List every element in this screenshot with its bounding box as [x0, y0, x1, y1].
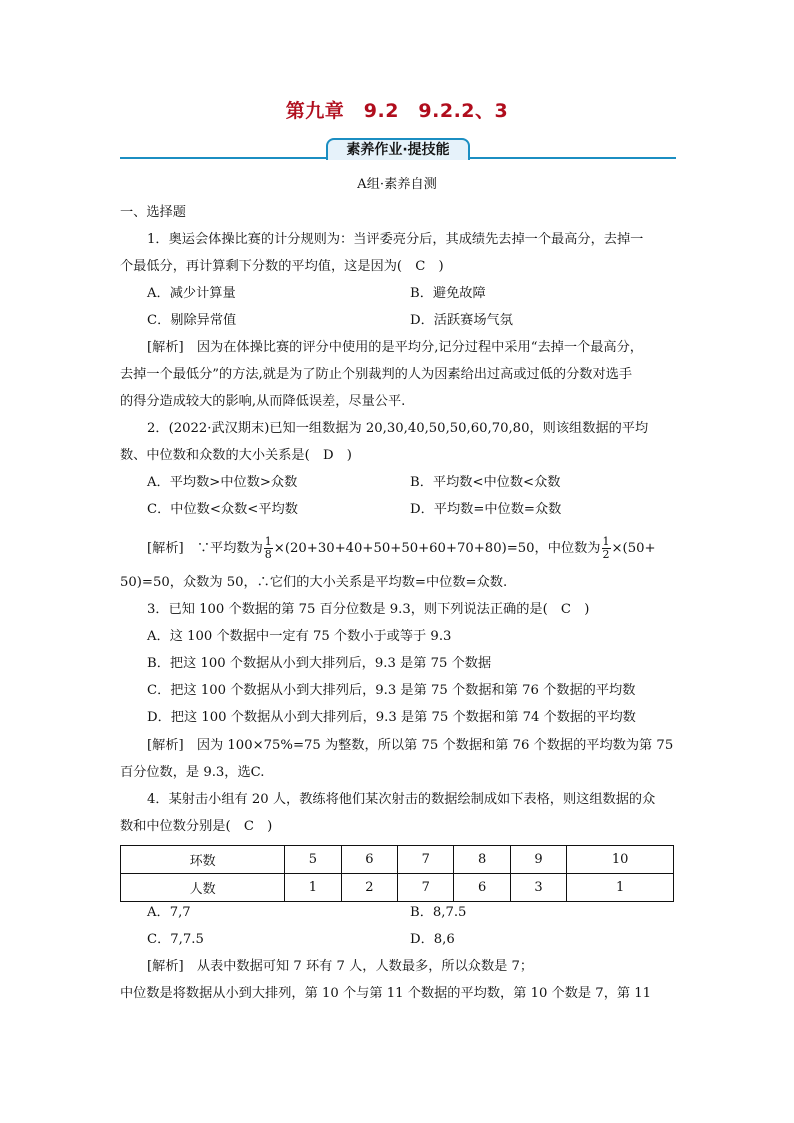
q4-explanation-line1: [解析] 从表中数据可知 7 环有 7 人，人数最多，所以众数是 7； [147, 959, 534, 974]
table-row [121, 846, 674, 874]
table-cell: 人数 [121, 874, 285, 902]
table-cell: 1 [285, 874, 341, 902]
q2-option-c: C．中位数<众数<平均数 [147, 502, 298, 517]
group-label: A组·素养自测 [357, 177, 437, 192]
q3-option-b: B．把这 100 个数据从小到大排列后，9.3 是第 75 个数据 [147, 656, 492, 671]
q3-option-d: D．把这 100 个数据从小到大排列后，9.3 是第 75 个数据和第 74 个数据的平均数 [147, 710, 636, 725]
q2-explanation-part2: ×(20+30+40+50+50+60+70+80)=50，中位数为 [273, 541, 601, 556]
q4-stem-line2: 数和中位数分别是( C ) [120, 819, 273, 834]
q1-explanation-line3: 的得分造成较大的影响,从而降低误差，尽量公平. [120, 394, 406, 409]
fraction-denominator: 2 [602, 548, 610, 561]
q4-stem-line1: 4．某射击小组有 20 人，教练将他们某次射击的数据绘制成如下表格，则这组数据的众 [147, 792, 656, 807]
q2-option-a: A．平均数>中位数>众数 [147, 475, 298, 490]
table-cell: 环数 [121, 846, 285, 874]
q2-explanation-part3: ×(50+ [611, 541, 656, 556]
section-label: 一、选择题 [120, 205, 186, 220]
table-cell: 7 [398, 874, 454, 902]
q1-explanation-line2: 去掉一个最低分”的方法,就是为了防止个别裁判的人为因素给出过高或过低的分数对选手 [120, 367, 633, 382]
q4-option-a: A．7,7 [147, 905, 191, 920]
q1-option-c: C．剔除异常值 [147, 313, 237, 328]
fraction-numerator: 1 [602, 535, 610, 548]
q4-option-d: D．8,6 [410, 932, 455, 947]
score-table [120, 845, 674, 902]
table-cell: 5 [285, 846, 341, 874]
fraction-one-half [602, 536, 611, 561]
chapter-title: 第九章 9.2 9.2.2、3 [285, 100, 509, 122]
q3-option-a: A．这 100 个数据中一定有 75 个数小于或等于 9.3 [147, 629, 452, 644]
q1-option-b: B．避免故障 [410, 286, 486, 301]
q3-explanation-line2: 百分位数，是 9.3，选C. [120, 765, 265, 780]
q1-explanation-line1: [解析] 因为在体操比赛的评分中使用的是平均分,记分过程中采用“去掉一个最高分， [147, 340, 643, 355]
fraction-denominator: 8 [264, 548, 272, 561]
fraction-numerator: 1 [264, 535, 272, 548]
q1-stem-line2: 个最低分，再计算剩下分数的平均值，这是因为( C ) [120, 259, 444, 274]
q3-explanation-line1: [解析] 因为 100×75%=75 为整数，所以第 75 个数据和第 76 个数据的平均数为第 75 [147, 738, 674, 753]
table-cell: 9 [510, 846, 566, 874]
q2-explanation-line2: 50)=50，众数为 50，∴它们的大小关系是平均数=中位数=众数. [120, 575, 508, 590]
q4-explanation-line2: 中位数是将数据从小到大排列，第 10 个与第 11 个数据的平均数，第 10 个数是 7，第 11 [120, 986, 652, 1001]
fraction-one-eighth [264, 536, 273, 561]
q2-explanation-line1 [147, 536, 656, 561]
table-cell: 3 [510, 874, 566, 902]
q2-option-b: B．平均数<中位数<众数 [410, 475, 561, 490]
table-row [121, 874, 674, 902]
table-cell: 6 [454, 874, 510, 902]
section-banner: 素养作业·提技能 [326, 138, 470, 160]
q3-stem-line1: 3．已知 100 个数据的第 75 百分位数是 9.3，则下列说法正确的是( C ) [147, 602, 590, 617]
table-cell: 7 [398, 846, 454, 874]
q1-option-d: D．活跃赛场气氛 [410, 313, 513, 328]
q2-explanation-part1: [解析] ∵平均数为 [147, 541, 263, 556]
table-cell: 8 [454, 846, 510, 874]
q2-stem-line1: 2．(2022·武汉期末)已知一组数据为 20,30,40,50,50,60,70,80，则该组数据的平均 [147, 421, 649, 436]
q4-option-c: C．7,7.5 [147, 932, 204, 947]
table-cell: 6 [341, 846, 397, 874]
q1-stem-line1: 1．奥运会体操比赛的计分规则为：当评委亮分后，其成绩先去掉一个最高分，去掉一 [147, 232, 644, 247]
q1-option-a: A．减少计算量 [147, 286, 236, 301]
table-cell: 2 [341, 874, 397, 902]
q2-stem-line2: 数、中位数和众数的大小关系是( D ) [120, 448, 352, 463]
table-cell: 1 [567, 874, 674, 902]
q3-option-c: C．把这 100 个数据从小到大排列后，9.3 是第 75 个数据和第 76 个数据的平均数 [147, 683, 636, 698]
q2-option-d: D．平均数=中位数=众数 [410, 502, 562, 517]
table-cell: 10 [567, 846, 674, 874]
q4-option-b: B．8,7.5 [410, 905, 467, 920]
